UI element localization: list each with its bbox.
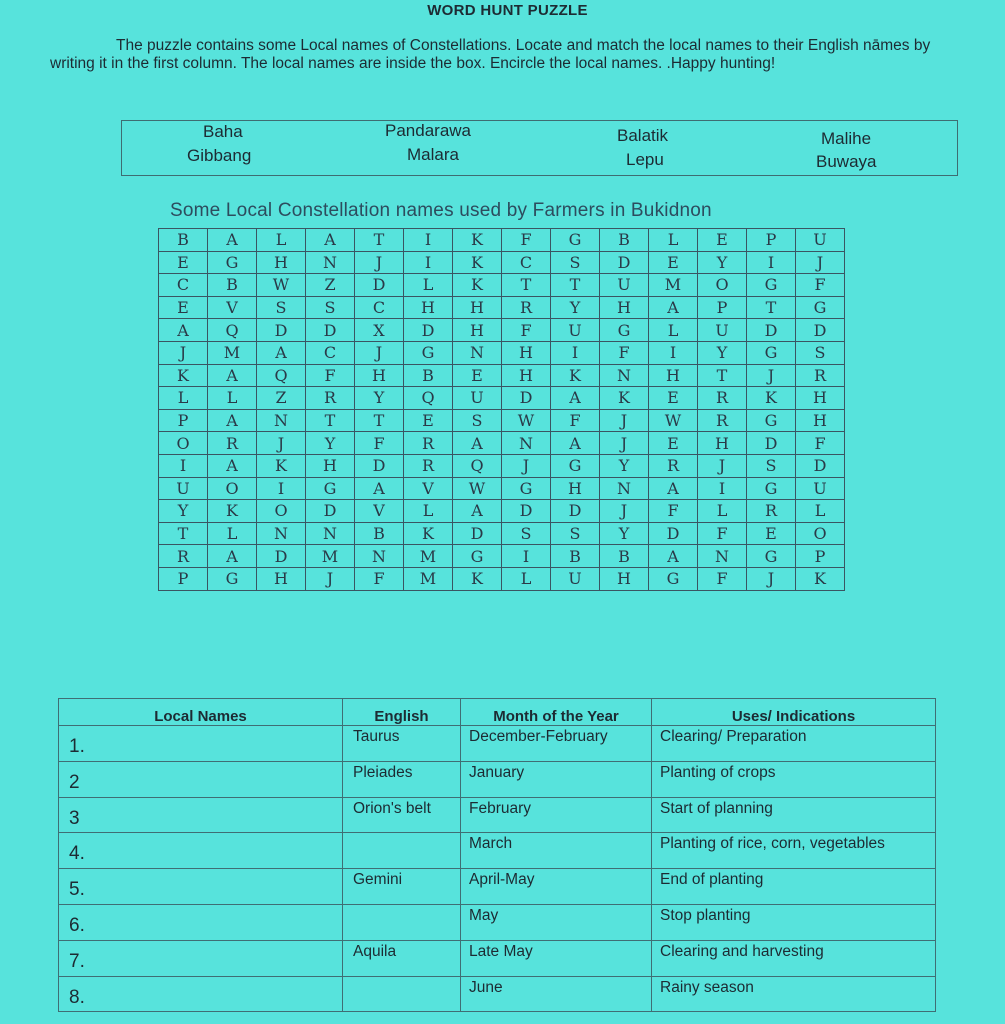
- grid-letter[interactable]: K: [453, 251, 502, 274]
- grid-letter[interactable]: E: [698, 229, 747, 252]
- grid-letter[interactable]: G: [747, 545, 796, 568]
- grid-letter[interactable]: R: [306, 387, 355, 410]
- grid-letter[interactable]: G: [796, 296, 845, 319]
- grid-letter[interactable]: H: [257, 251, 306, 274]
- grid-letter[interactable]: X: [355, 319, 404, 342]
- grid-letter[interactable]: D: [355, 454, 404, 477]
- local-name-answer-cell[interactable]: 4.: [59, 833, 343, 869]
- local-name: Malara: [407, 145, 459, 164]
- grid-row: [159, 387, 845, 410]
- use-cell: Rainy season: [652, 976, 936, 1012]
- grid-letter[interactable]: R: [747, 500, 796, 523]
- grid-row: [159, 477, 845, 500]
- grid-letter[interactable]: D: [551, 500, 600, 523]
- grid-letter[interactable]: J: [159, 341, 208, 364]
- grid-letter[interactable]: D: [306, 500, 355, 523]
- grid-letter[interactable]: U: [551, 319, 600, 342]
- grid-letter[interactable]: R: [404, 454, 453, 477]
- grid-letter[interactable]: Y: [306, 432, 355, 455]
- grid-letter[interactable]: Y: [600, 454, 649, 477]
- grid-letter[interactable]: A: [551, 387, 600, 410]
- grid-letter[interactable]: E: [649, 251, 698, 274]
- grid-letter[interactable]: N: [306, 522, 355, 545]
- english-name-cell: Pleiades: [343, 761, 461, 797]
- grid-letter[interactable]: D: [747, 319, 796, 342]
- column-header: Uses/ Indications: [652, 699, 936, 726]
- table-row: [59, 904, 936, 940]
- grid-letter[interactable]: D: [404, 319, 453, 342]
- grid-letter[interactable]: D: [257, 545, 306, 568]
- grid-letter[interactable]: K: [600, 387, 649, 410]
- month-cell: March: [461, 833, 652, 869]
- grid-letter[interactable]: N: [453, 341, 502, 364]
- grid-letter[interactable]: A: [208, 545, 257, 568]
- grid-letter[interactable]: G: [502, 477, 551, 500]
- grid-letter[interactable]: I: [747, 251, 796, 274]
- grid-letter[interactable]: S: [502, 522, 551, 545]
- grid-letter[interactable]: H: [600, 296, 649, 319]
- grid-letter[interactable]: C: [502, 251, 551, 274]
- grid-row: [159, 545, 845, 568]
- grid-letter[interactable]: W: [257, 274, 306, 297]
- column-header: English: [343, 699, 461, 726]
- grid-row: [159, 319, 845, 342]
- grid-letter[interactable]: D: [796, 454, 845, 477]
- grid-letter[interactable]: U: [551, 567, 600, 590]
- grid-letter[interactable]: J: [698, 454, 747, 477]
- grid-letter[interactable]: H: [502, 364, 551, 387]
- grid-letter[interactable]: F: [306, 364, 355, 387]
- grid-letter[interactable]: Y: [551, 296, 600, 319]
- grid-letter[interactable]: F: [796, 432, 845, 455]
- grid-letter[interactable]: V: [355, 500, 404, 523]
- grid-letter[interactable]: N: [600, 364, 649, 387]
- grid-letter[interactable]: A: [159, 319, 208, 342]
- grid-letter[interactable]: R: [649, 454, 698, 477]
- grid-letter[interactable]: B: [404, 364, 453, 387]
- grid-letter[interactable]: K: [796, 567, 845, 590]
- grid-letter[interactable]: R: [404, 432, 453, 455]
- local-name-answer-cell[interactable]: 3: [59, 797, 343, 833]
- grid-letter[interactable]: L: [649, 229, 698, 252]
- grid-letter[interactable]: O: [257, 500, 306, 523]
- grid-letter[interactable]: G: [649, 567, 698, 590]
- grid-letter[interactable]: G: [453, 545, 502, 568]
- month-cell: April-May: [461, 869, 652, 905]
- grid-letter[interactable]: A: [649, 296, 698, 319]
- grid-letter[interactable]: L: [404, 274, 453, 297]
- grid-letter[interactable]: E: [404, 409, 453, 432]
- grid-letter[interactable]: G: [747, 274, 796, 297]
- table-row: [59, 761, 936, 797]
- english-name-cell: Taurus: [343, 726, 461, 762]
- grid-letter[interactable]: J: [306, 567, 355, 590]
- grid-letter[interactable]: A: [208, 364, 257, 387]
- grid-row: [159, 500, 845, 523]
- grid-row: [159, 341, 845, 364]
- english-name-cell: Gemini: [343, 869, 461, 905]
- grid-letter[interactable]: I: [404, 229, 453, 252]
- grid-letter[interactable]: G: [208, 567, 257, 590]
- grid-letter[interactable]: R: [502, 296, 551, 319]
- grid-letter[interactable]: G: [208, 251, 257, 274]
- grid-letter[interactable]: O: [208, 477, 257, 500]
- table-row: [59, 976, 936, 1012]
- local-name-answer-cell[interactable]: 7.: [59, 940, 343, 976]
- grid-letter[interactable]: R: [159, 545, 208, 568]
- grid-letter[interactable]: O: [698, 274, 747, 297]
- grid-letter[interactable]: E: [453, 364, 502, 387]
- grid-letter[interactable]: Z: [306, 274, 355, 297]
- grid-letter[interactable]: L: [502, 567, 551, 590]
- grid-letter[interactable]: H: [502, 341, 551, 364]
- grid-letter[interactable]: E: [159, 251, 208, 274]
- column-header: Local Names: [59, 699, 343, 726]
- page-title: WORD HUNT PUZZLE: [427, 2, 588, 19]
- grid-letter[interactable]: S: [306, 296, 355, 319]
- grid-letter[interactable]: E: [159, 296, 208, 319]
- grid-letter[interactable]: E: [649, 387, 698, 410]
- grid-letter[interactable]: T: [159, 522, 208, 545]
- use-cell: Clearing/ Preparation: [652, 726, 936, 762]
- grid-letter[interactable]: N: [600, 477, 649, 500]
- grid-letter[interactable]: N: [502, 432, 551, 455]
- grid-letter[interactable]: Q: [453, 454, 502, 477]
- grid-letter[interactable]: J: [747, 364, 796, 387]
- grid-letter[interactable]: F: [502, 319, 551, 342]
- grid-letter[interactable]: M: [208, 341, 257, 364]
- grid-letter[interactable]: D: [502, 500, 551, 523]
- grid-letter[interactable]: Z: [257, 387, 306, 410]
- grid-letter[interactable]: F: [649, 500, 698, 523]
- grid-letter[interactable]: T: [747, 296, 796, 319]
- grid-letter[interactable]: J: [355, 341, 404, 364]
- grid-letter[interactable]: I: [404, 251, 453, 274]
- local-name: Balatik: [617, 126, 669, 145]
- use-cell: Clearing and harvesting: [652, 940, 936, 976]
- month-cell: May: [461, 904, 652, 940]
- local-name-answer-cell[interactable]: 2: [59, 761, 343, 797]
- grid-letter[interactable]: H: [404, 296, 453, 319]
- grid-letter[interactable]: R: [796, 364, 845, 387]
- month-cell: February: [461, 797, 652, 833]
- grid-letter[interactable]: A: [649, 545, 698, 568]
- grid-letter[interactable]: U: [796, 229, 845, 252]
- grid-letter[interactable]: T: [698, 364, 747, 387]
- grid-letter[interactable]: I: [159, 454, 208, 477]
- grid-letter[interactable]: M: [404, 567, 453, 590]
- grid-letter[interactable]: A: [306, 229, 355, 252]
- english-name-cell: [343, 976, 461, 1012]
- grid-letter[interactable]: U: [600, 274, 649, 297]
- grid-letter[interactable]: J: [600, 500, 649, 523]
- grid-letter[interactable]: K: [159, 364, 208, 387]
- local-name: Pandarawa: [385, 121, 472, 140]
- local-names-box: [121, 120, 958, 176]
- grid-row: [159, 567, 845, 590]
- grid-letter[interactable]: N: [306, 251, 355, 274]
- use-cell: Planting of rice, corn, vegetables: [652, 833, 936, 869]
- grid-letter[interactable]: T: [551, 274, 600, 297]
- word-search-grid: [158, 228, 845, 591]
- puzzle-title: Some Local Constellation names used by Farmers in Bukidnon: [170, 200, 712, 221]
- grid-letter[interactable]: Q: [208, 319, 257, 342]
- grid-letter[interactable]: J: [600, 432, 649, 455]
- english-name-cell: Aquila: [343, 940, 461, 976]
- grid-letter[interactable]: R: [698, 387, 747, 410]
- grid-letter[interactable]: Y: [698, 251, 747, 274]
- grid-letter[interactable]: Y: [159, 500, 208, 523]
- instructions: The puzzle contains some Local names of Constellations. Locate and match the local names to their English nāmes by writing it in the first column. The local names are inside the box. Encircle the local names. .Happy hunting!: [50, 37, 931, 72]
- grid-letter[interactable]: U: [796, 477, 845, 500]
- grid-letter[interactable]: B: [551, 545, 600, 568]
- grid-letter[interactable]: G: [600, 319, 649, 342]
- grid-letter[interactable]: Q: [257, 364, 306, 387]
- grid-letter[interactable]: L: [649, 319, 698, 342]
- grid-letter[interactable]: G: [747, 477, 796, 500]
- grid-row: [159, 454, 845, 477]
- grid-letter[interactable]: W: [649, 409, 698, 432]
- grid-letter[interactable]: Q: [404, 387, 453, 410]
- grid-letter[interactable]: A: [257, 341, 306, 364]
- grid-letter[interactable]: J: [747, 567, 796, 590]
- grid-letter[interactable]: K: [747, 387, 796, 410]
- grid-letter[interactable]: L: [208, 387, 257, 410]
- grid-letter[interactable]: S: [453, 409, 502, 432]
- grid-letter[interactable]: O: [159, 432, 208, 455]
- grid-letter[interactable]: T: [502, 274, 551, 297]
- grid-letter[interactable]: M: [404, 545, 453, 568]
- grid-letter[interactable]: F: [698, 522, 747, 545]
- grid-letter[interactable]: H: [551, 477, 600, 500]
- grid-letter[interactable]: J: [796, 251, 845, 274]
- english-name-cell: [343, 833, 461, 869]
- grid-letter[interactable]: J: [502, 454, 551, 477]
- grid-letter[interactable]: S: [551, 251, 600, 274]
- grid-letter[interactable]: V: [208, 296, 257, 319]
- grid-letter[interactable]: R: [698, 409, 747, 432]
- grid-letter[interactable]: D: [453, 522, 502, 545]
- table-row: [59, 726, 936, 762]
- grid-letter[interactable]: H: [796, 387, 845, 410]
- grid-letter[interactable]: C: [159, 274, 208, 297]
- grid-letter[interactable]: C: [306, 341, 355, 364]
- grid-letter[interactable]: K: [404, 522, 453, 545]
- grid-letter[interactable]: A: [551, 432, 600, 455]
- grid-letter[interactable]: A: [208, 409, 257, 432]
- grid-letter[interactable]: K: [453, 274, 502, 297]
- grid-letter[interactable]: A: [208, 454, 257, 477]
- month-cell: December-February: [461, 726, 652, 762]
- grid-letter[interactable]: L: [257, 229, 306, 252]
- grid-letter[interactable]: H: [257, 567, 306, 590]
- grid-row: [159, 251, 845, 274]
- grid-letter[interactable]: D: [600, 251, 649, 274]
- grid-letter[interactable]: B: [600, 229, 649, 252]
- grid-letter[interactable]: G: [404, 341, 453, 364]
- grid-letter[interactable]: K: [453, 229, 502, 252]
- grid-letter[interactable]: P: [159, 567, 208, 590]
- grid-letter[interactable]: G: [747, 341, 796, 364]
- grid-letter[interactable]: D: [355, 274, 404, 297]
- grid-letter[interactable]: T: [355, 409, 404, 432]
- grid-letter[interactable]: A: [208, 229, 257, 252]
- grid-letter[interactable]: D: [747, 432, 796, 455]
- local-name-answer-cell[interactable]: 1.: [59, 726, 343, 762]
- grid-letter[interactable]: L: [159, 387, 208, 410]
- grid-letter[interactable]: B: [355, 522, 404, 545]
- grid-letter[interactable]: P: [698, 296, 747, 319]
- grid-letter[interactable]: F: [355, 432, 404, 455]
- grid-letter[interactable]: H: [796, 409, 845, 432]
- use-cell: Stop planting: [652, 904, 936, 940]
- grid-letter[interactable]: U: [698, 319, 747, 342]
- grid-letter[interactable]: N: [698, 545, 747, 568]
- use-cell: Planting of crops: [652, 761, 936, 797]
- grid-letter[interactable]: F: [551, 409, 600, 432]
- grid-letter[interactable]: O: [796, 522, 845, 545]
- grid-letter[interactable]: S: [747, 454, 796, 477]
- table-header-row: [59, 699, 936, 726]
- english-name-cell: Orion's belt: [343, 797, 461, 833]
- grid-letter[interactable]: P: [159, 409, 208, 432]
- grid-letter[interactable]: D: [257, 319, 306, 342]
- month-cell: January: [461, 761, 652, 797]
- grid-row: [159, 364, 845, 387]
- constellation-table: [58, 698, 936, 1012]
- english-name-cell: [343, 904, 461, 940]
- grid-letter[interactable]: I: [502, 545, 551, 568]
- grid-letter[interactable]: J: [600, 409, 649, 432]
- grid-letter[interactable]: Y: [698, 341, 747, 364]
- grid-letter[interactable]: T: [306, 409, 355, 432]
- grid-letter[interactable]: H: [453, 319, 502, 342]
- local-name-answer-cell[interactable]: 5.: [59, 869, 343, 905]
- grid-row: [159, 522, 845, 545]
- grid-letter[interactable]: L: [404, 500, 453, 523]
- grid-letter[interactable]: A: [453, 432, 502, 455]
- grid-letter[interactable]: B: [600, 545, 649, 568]
- grid-letter[interactable]: K: [208, 500, 257, 523]
- grid-letter[interactable]: Y: [600, 522, 649, 545]
- use-cell: End of planting: [652, 869, 936, 905]
- use-cell: Start of planning: [652, 797, 936, 833]
- grid-letter[interactable]: F: [796, 274, 845, 297]
- grid-letter[interactable]: B: [159, 229, 208, 252]
- grid-letter[interactable]: A: [453, 500, 502, 523]
- grid-letter[interactable]: K: [453, 567, 502, 590]
- grid-letter[interactable]: S: [257, 296, 306, 319]
- grid-letter[interactable]: M: [306, 545, 355, 568]
- grid-letter[interactable]: C: [355, 296, 404, 319]
- grid-letter[interactable]: U: [159, 477, 208, 500]
- local-name: Malihe: [821, 129, 872, 148]
- grid-row: [159, 409, 845, 432]
- grid-letter[interactable]: G: [551, 229, 600, 252]
- grid-letter[interactable]: H: [600, 567, 649, 590]
- grid-letter[interactable]: D: [796, 319, 845, 342]
- grid-letter[interactable]: J: [257, 432, 306, 455]
- grid-letter[interactable]: F: [600, 341, 649, 364]
- grid-letter[interactable]: J: [355, 251, 404, 274]
- grid-letter[interactable]: W: [453, 477, 502, 500]
- grid-letter[interactable]: A: [649, 477, 698, 500]
- table-row: [59, 797, 936, 833]
- grid-letter[interactable]: F: [355, 567, 404, 590]
- grid-row: [159, 296, 845, 319]
- local-name-answer-cell[interactable]: 8.: [59, 976, 343, 1012]
- grid-letter[interactable]: H: [355, 364, 404, 387]
- grid-letter[interactable]: I: [257, 477, 306, 500]
- grid-letter[interactable]: S: [796, 341, 845, 364]
- grid-row: [159, 229, 845, 252]
- grid-letter[interactable]: N: [355, 545, 404, 568]
- grid-letter[interactable]: H: [698, 432, 747, 455]
- grid-letter[interactable]: B: [208, 274, 257, 297]
- grid-letter[interactable]: I: [698, 477, 747, 500]
- grid-letter[interactable]: P: [796, 545, 845, 568]
- grid-letter[interactable]: A: [355, 477, 404, 500]
- grid-letter[interactable]: U: [453, 387, 502, 410]
- grid-letter[interactable]: W: [502, 409, 551, 432]
- local-name: Buwaya: [816, 152, 877, 171]
- grid-letter[interactable]: V: [404, 477, 453, 500]
- grid-letter[interactable]: L: [698, 500, 747, 523]
- grid-letter[interactable]: E: [747, 522, 796, 545]
- grid-letter[interactable]: M: [649, 274, 698, 297]
- month-cell: June: [461, 976, 652, 1012]
- grid-letter[interactable]: K: [551, 364, 600, 387]
- table-row: [59, 833, 936, 869]
- grid-letter[interactable]: R: [208, 432, 257, 455]
- grid-letter[interactable]: S: [551, 522, 600, 545]
- local-name-answer-cell[interactable]: 6.: [59, 904, 343, 940]
- grid-letter[interactable]: P: [747, 229, 796, 252]
- grid-letter[interactable]: D: [502, 387, 551, 410]
- local-name: Gibbang: [187, 146, 252, 165]
- grid-letter[interactable]: H: [649, 364, 698, 387]
- grid-letter[interactable]: L: [796, 500, 845, 523]
- table-row: [59, 940, 936, 976]
- grid-letter[interactable]: D: [306, 319, 355, 342]
- grid-letter[interactable]: H: [306, 454, 355, 477]
- grid-letter[interactable]: F: [502, 229, 551, 252]
- grid-letter[interactable]: K: [257, 454, 306, 477]
- grid-letter[interactable]: I: [551, 341, 600, 364]
- month-cell: Late May: [461, 940, 652, 976]
- grid-letter[interactable]: E: [649, 432, 698, 455]
- grid-letter[interactable]: N: [257, 522, 306, 545]
- grid-letter[interactable]: G: [747, 409, 796, 432]
- table-row: [59, 869, 936, 905]
- local-name: Lepu: [626, 150, 664, 169]
- grid-letter[interactable]: F: [698, 567, 747, 590]
- grid-letter[interactable]: T: [355, 229, 404, 252]
- grid-letter[interactable]: Y: [355, 387, 404, 410]
- column-header: Month of the Year: [461, 699, 652, 726]
- grid-letter[interactable]: L: [208, 522, 257, 545]
- grid-letter[interactable]: G: [551, 454, 600, 477]
- grid-letter[interactable]: N: [257, 409, 306, 432]
- local-name: Baha: [203, 122, 243, 141]
- grid-letter[interactable]: H: [453, 296, 502, 319]
- grid-row: [159, 274, 845, 297]
- grid-letter[interactable]: G: [306, 477, 355, 500]
- grid-letter[interactable]: I: [649, 341, 698, 364]
- grid-letter[interactable]: D: [649, 522, 698, 545]
- grid-row: [159, 432, 845, 455]
